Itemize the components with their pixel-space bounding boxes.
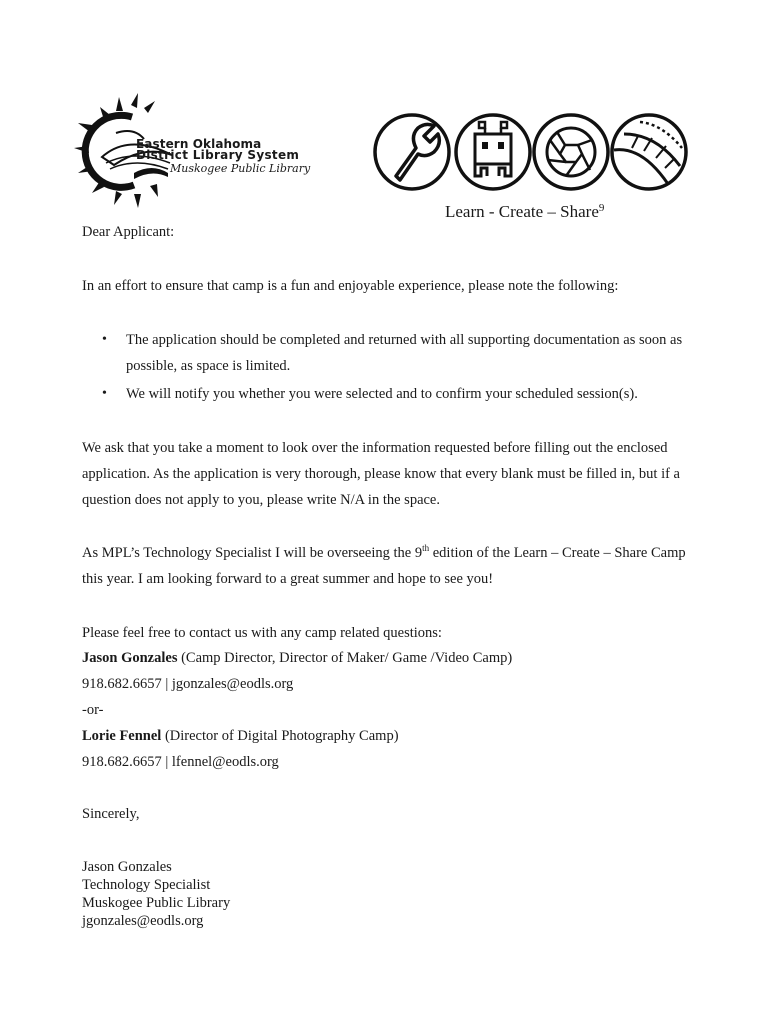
- camp-tagline: Learn - Create – Share$^9$: [445, 202, 605, 221]
- salutation: Dear Applicant:: [82, 224, 175, 240]
- intro-paragraph: In an effort to ensure that camp is a fun and enjoyable experience, please note the following:: [82, 278, 619, 294]
- contact-intro: Please feel free to contact us with any camp related questions:: [82, 625, 442, 641]
- logo-text-line3: Muskogee Public Library: [170, 162, 311, 175]
- logo-text-line2: District Library System: [136, 148, 300, 162]
- paragraph-1-line-1: We ask that you take a moment to look over the information requested before filling out the enclosed: [82, 440, 668, 456]
- wrench-icon: [375, 115, 449, 189]
- bullet-1-line-2: possible, as space is limited.: [126, 358, 291, 374]
- bullet-marker: •: [102, 332, 107, 347]
- contact-1-info: 918.682.6657 | jgonzales@eodls.org: [82, 676, 294, 692]
- signature-organization: Muskogee Public Library: [82, 895, 231, 911]
- bullet-marker: •: [102, 386, 107, 401]
- paragraph-2-line-1: As MPL’s Technology Specialist I will be overseeing the 9th edition of the Learn – Create – Share Camp: [82, 543, 686, 561]
- contact-1-name: Jason Gonzales: [82, 650, 178, 666]
- space-invader-icon: [456, 115, 530, 189]
- signature-email: jgonzales@eodls.org: [82, 913, 204, 929]
- contact-1: Jason Gonzales (Camp Director, Director of Maker/ Game /Video Camp): [82, 650, 513, 666]
- paragraph-1-line-2: application. As the application is very thorough, please know that every blank must be filled in, but if a: [82, 466, 680, 482]
- contact-2-name: Lorie Fennel: [82, 728, 162, 744]
- contact-2: Lorie Fennel (Director of Digital Photography Camp): [82, 728, 399, 744]
- film-reel-icon: [612, 115, 686, 189]
- logo-text-line1: Eastern Oklahoma: [136, 137, 262, 151]
- paragraph-1-line-3: question does not apply to you, please write N/A in the space.: [82, 492, 440, 508]
- contact-2-info: 918.682.6657 | lfennel@eodls.org: [82, 754, 279, 770]
- bullet-1-line-1: The application should be completed and returned with all supporting documentation as soon as: [126, 332, 683, 348]
- paragraph-2-line-2: this year. I am looking forward to a great summer and hope to see you!: [82, 571, 494, 587]
- signature-name: Jason Gonzales: [82, 859, 172, 875]
- camp-icons: [372, 110, 690, 194]
- contact-separator: -or-: [82, 702, 104, 718]
- closing: Sincerely,: [82, 806, 140, 822]
- camera-aperture-icon: [534, 115, 608, 189]
- bullet-2: We will notify you whether you were selected and to confirm your scheduled session(s).: [126, 386, 638, 402]
- signature-title: Technology Specialist: [82, 877, 211, 893]
